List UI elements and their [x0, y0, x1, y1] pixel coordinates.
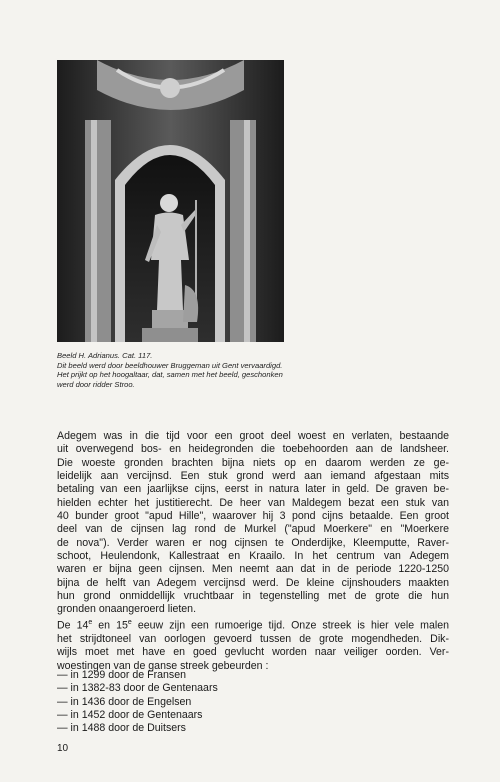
list-item: — in 1436 door de Engelsen: [57, 695, 192, 708]
text-line: betaling van een jaarlijkse cijns, eerst in natura later in geld. De graven be-: [57, 483, 449, 496]
page-number: 10: [57, 743, 69, 754]
list-item: — in 1488 door de Duitsers: [57, 722, 186, 735]
list-item: — in 1299 door de Fransen: [57, 669, 186, 681]
caption-line: Het prijkt op het hoogaltaar, dat, samen met het beeld, geschonken: [57, 370, 283, 380]
statue-niche-photo-icon: [57, 60, 284, 342]
statue-photo: [57, 60, 284, 342]
text-line: leidelijk aan vercijnsd. Een stuk grond werd aan iemand afgestaan mits: [57, 470, 449, 483]
text-fragment: eeuw zijn een rumoerige tijd. Onze streek is hier vele malen: [131, 619, 449, 632]
text-line: woestingen van de ganse streek gebeurden :: [57, 659, 269, 672]
superscript: e: [88, 619, 93, 626]
text-line: gronden onaangeroerd lieten.: [57, 603, 197, 616]
photo-caption: [57, 351, 357, 389]
text-line: schoot, Heulendonk, Kallestraat en Kraailo. In het centrum van Adegem: [57, 550, 449, 563]
paragraph-land-history: [57, 430, 449, 617]
text-line: Die woeste gronden brachten bijna niets op en daarom werden ze ge-: [57, 456, 449, 469]
superscript: e: [127, 619, 132, 626]
text-fragment: en 15: [92, 619, 128, 632]
text-line: de nova"). Verder waren er nog cijnsen te Onderdijke, Kleemputte, Raver-: [57, 536, 449, 549]
devastation-list: [57, 669, 218, 736]
text-line: hun grond onmiddellijk vruchtbaar in tegenstelling met de grote die hun: [57, 590, 449, 603]
text-line: het strijdtoneel van oorlogen gevoerd tussen de grote mogendheden. Dik-: [57, 632, 449, 645]
text-line: Adegem was in die tijd voor een groot deel woest en verlaten, bestaande: [57, 430, 449, 442]
caption-line: werd door ridder Stroo.: [57, 379, 135, 389]
list-item: — in 1382-83 door de Gentenaars: [57, 682, 218, 695]
text-line: uit overwegend bos- en heidegronden die toebehoorden aan de landsheer.: [57, 443, 449, 456]
text-line: [57, 616, 449, 633]
text-line: bijna de helft van Adegem vercijnsd werd. De kleine cijnshouders maakten: [57, 576, 449, 589]
caption-line: Beeld H. Adrianus. Cat. 117.: [57, 351, 153, 360]
text-line: deel van de cijnsen lag rond de Murkel ("apud Moerkere" en "Moerkere: [57, 523, 449, 536]
paragraph-wars: [57, 616, 449, 673]
text-line: waren er bijna geen cijnsen. Men neemt aan dat in de periode 1220-1250: [57, 563, 449, 576]
text-line: wijls moet met have en goed gevlucht worden naar veiliger oorden. Ver-: [57, 646, 449, 659]
text-line: hielden echter het justitierecht. De heer van Maldegem bezat een stuk van: [57, 496, 449, 509]
text-fragment: De 14: [57, 619, 89, 632]
caption-line: Dit beeld werd door beeldhouwer Bruggeman uit Gent vervaardigd.: [57, 360, 283, 370]
list-item: — in 1452 door de Gentenaars: [57, 709, 203, 722]
text-line: 40 bunder groot "apud Hille", waarover hij 3 pond cijns betaalde. Een groot: [57, 510, 449, 523]
